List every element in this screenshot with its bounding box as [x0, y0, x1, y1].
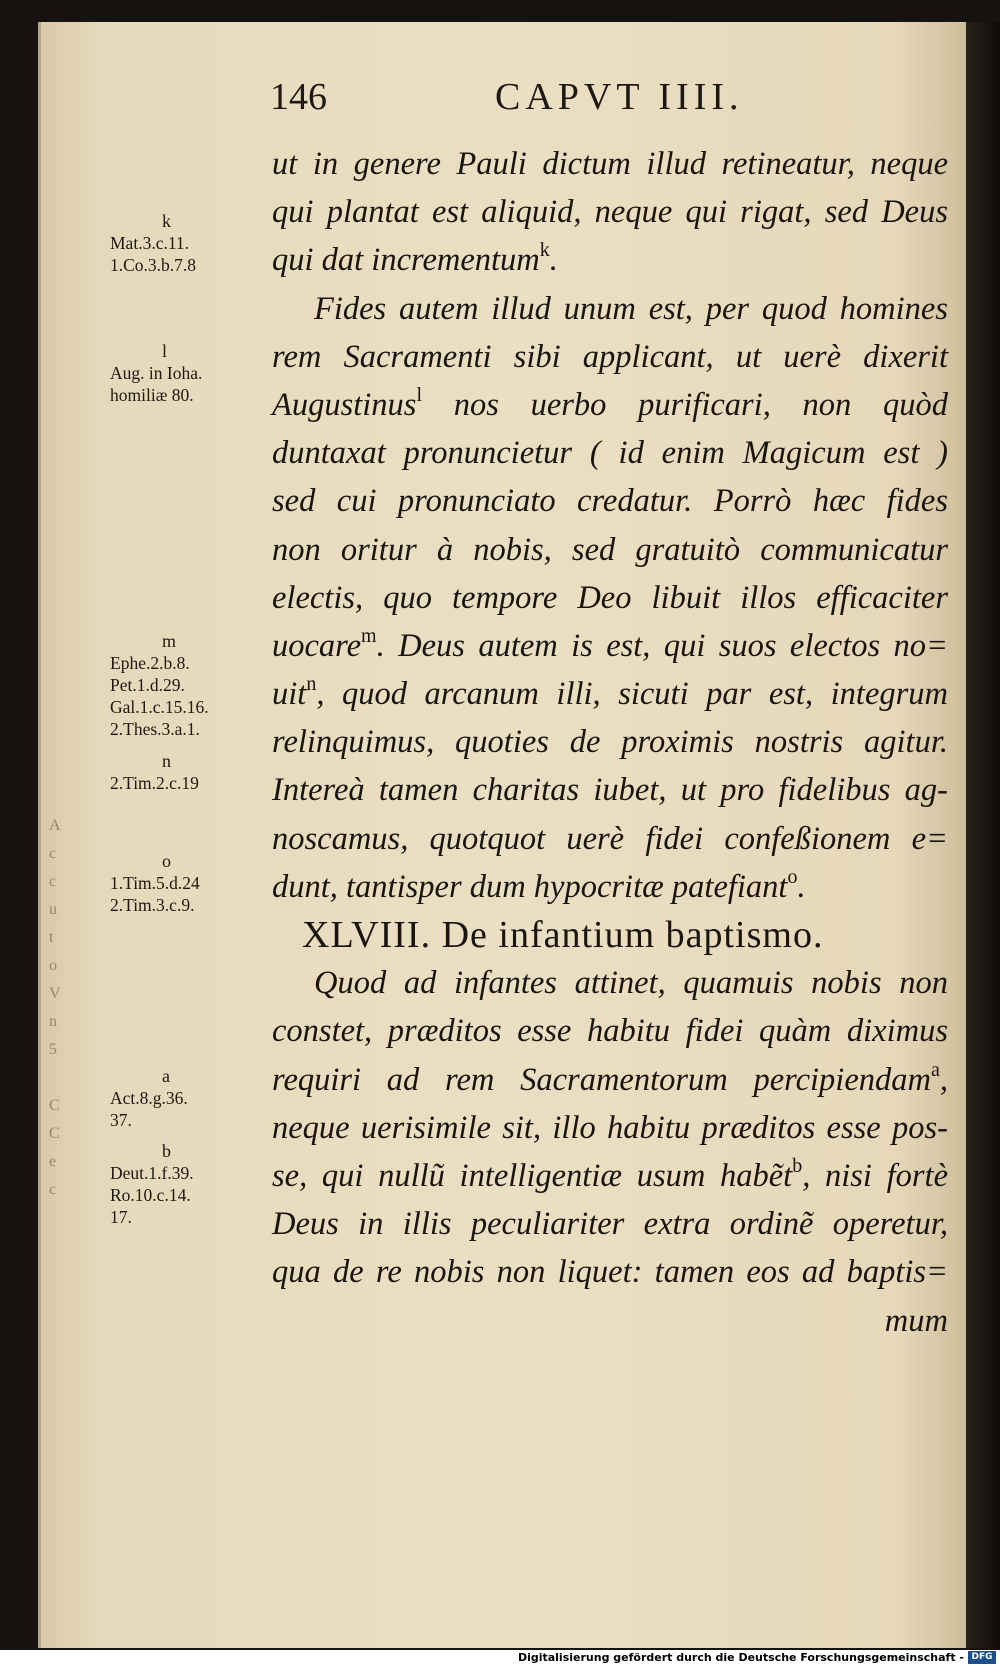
- text-line: [272, 429, 948, 477]
- text-line: [272, 766, 948, 814]
- margin-note-citation: Aug. in Ioha.: [110, 363, 203, 383]
- text-line: [272, 1200, 948, 1248]
- page-edge-shadow: [966, 22, 1000, 1648]
- margin-note: [110, 340, 202, 406]
- note-reference: o: [787, 865, 798, 888]
- margin-note-citation: Act.8.g.36.: [110, 1088, 188, 1108]
- text-line-content: relinquimus, quoties de proximis nostris agitur.: [272, 724, 948, 761]
- text-line: [272, 863, 948, 911]
- text-line: [272, 1248, 948, 1296]
- margin-note: [110, 630, 209, 740]
- text-line-continuation: . Deus autem is est, qui suos electos no=: [376, 627, 948, 664]
- text-line-content: requiri ad rem Sacramentorum percipiendam: [272, 1061, 931, 1098]
- text-line: [272, 670, 948, 718]
- text-line: [272, 622, 948, 670]
- margin-note-key: a: [162, 1066, 170, 1086]
- footer-bar: [0, 1650, 1000, 1666]
- text-line-content: qua de re nobis non liquet: tamen eos ad baptis=: [272, 1254, 948, 1291]
- margin-note-citation: Deut.1.f.39.: [110, 1163, 194, 1183]
- note-reference: b: [792, 1154, 803, 1177]
- text-line: [272, 1297, 948, 1345]
- margin-note-citation: 1.Tim.5.d.24: [110, 873, 200, 893]
- text-line: [272, 477, 948, 525]
- margin-note-key: b: [162, 1141, 171, 1161]
- note-reference: n: [306, 673, 317, 696]
- text-line-content: Fides autem illud unum est, per quod homines: [314, 290, 948, 327]
- margin-note: [110, 850, 200, 916]
- text-line-content: qui plantat est aliquid, neque qui rigat, sed Deus: [272, 194, 948, 231]
- text-line-content: constet, præditos esse habitu fidei quàm diximus: [272, 1013, 948, 1050]
- body-text: [272, 140, 948, 1345]
- text-line-content: noscamus, quotquot uerè fidei confeßionem e=: [272, 820, 948, 857]
- text-line-content: se, qui nullũ intelligentiæ usum habẽt: [272, 1157, 793, 1194]
- text-line-content: Deus in illis peculiariter extra ordinẽ operetur,: [272, 1206, 948, 1243]
- text-line: [272, 574, 948, 622]
- text-line-content: duntaxat pronuncietur ( id enim Magicum est ): [272, 435, 948, 472]
- text-line: [272, 236, 948, 284]
- margin-note-citation: Ro.10.c.14.: [110, 1185, 191, 1205]
- note-reference: k: [539, 239, 550, 262]
- margin-note-citation: 1.Co.3.b.7.8: [110, 255, 197, 275]
- text-line-content: ut in genere Pauli dictum illud retineatur, neque: [272, 146, 948, 182]
- margin-note: [110, 750, 199, 794]
- note-reference: m: [361, 624, 377, 647]
- margin-note-key: n: [162, 751, 171, 771]
- running-head: CAPVT IIII.: [495, 76, 744, 118]
- margin-note-key: o: [162, 851, 171, 871]
- text-line: [272, 815, 948, 863]
- text-line: [272, 140, 948, 188]
- page-number: 146: [270, 76, 327, 118]
- note-reference: l: [416, 383, 423, 406]
- margin-note-citation: Pet.1.d.29.: [110, 675, 185, 695]
- text-line-continuation: , nisi fortè: [802, 1157, 949, 1194]
- text-line: [272, 959, 948, 1007]
- margin-note-citation: 17.: [110, 1207, 132, 1227]
- note-reference: a: [930, 1058, 940, 1081]
- text-line-continuation: nos uerbo purificari, non quòd: [422, 386, 948, 423]
- text-line-content: neque uerisimile sit, illo habitu præditos esse pos-: [272, 1109, 948, 1146]
- margin-note-key: k: [162, 211, 171, 231]
- text-line: [272, 285, 948, 333]
- text-line-content: non oritur à nobis, sed gratuitò communicatur: [272, 531, 948, 568]
- margin-note-citation: Gal.1.c.15.16.: [110, 697, 209, 717]
- text-line-content: uit: [272, 676, 307, 713]
- text-line-content: Intereà tamen charitas iubet, ut pro fidelibus ag-: [272, 772, 948, 809]
- margin-note-citation: Mat.3.c.11.: [110, 233, 190, 253]
- text-line: [272, 1007, 948, 1055]
- text-line-content: sed cui pronunciato credatur. Porrò hæc fides: [272, 483, 948, 520]
- text-line-content: qui dat incrementum: [272, 242, 540, 279]
- text-line-continuation: .: [549, 242, 558, 279]
- text-line: [272, 526, 948, 574]
- text-line-content: electis, quo tempore Deo libuit illos efficaciter: [272, 579, 948, 616]
- text-line-continuation: , quod arcanum illi, sicuti par est, integrum: [316, 676, 948, 713]
- text-line-content: Quod ad infantes attinet, quamuis nobis non: [314, 965, 948, 1002]
- text-line-content: XLVIII. De infantium baptismo.: [302, 914, 824, 956]
- margin-note-key: m: [162, 631, 177, 651]
- margin-note: [110, 210, 196, 276]
- text-line: [272, 1152, 948, 1200]
- margin-note-citation: homiliæ 80.: [110, 385, 194, 405]
- text-line: [272, 381, 948, 429]
- text-line: [272, 188, 948, 236]
- margin-note-key: l: [162, 341, 168, 361]
- text-line: [272, 1056, 948, 1104]
- section-heading: [272, 911, 948, 959]
- margin-note-citation: 2.Thes.3.a.1.: [110, 719, 200, 739]
- text-line: [272, 1104, 948, 1152]
- margin-note: [110, 1140, 194, 1228]
- footer-credit: Digitalisierung gefördert durch die Deutsche Forschungsgemeinschaft -: [517, 1651, 964, 1664]
- bleed-through-marks: A c c u t o V n 5 C C e c: [49, 817, 61, 1198]
- dfg-logo: DFG: [968, 1651, 996, 1664]
- text-line: [272, 718, 948, 766]
- text-line-content: mum: [884, 1302, 948, 1339]
- page-header: [270, 75, 790, 125]
- text-line-content: rem Sacramenti sibi applicant, ut uerè dixerit: [272, 338, 948, 375]
- margin-note-citation: 37.: [110, 1110, 132, 1130]
- text-line: [272, 333, 948, 381]
- margin-note: [110, 1065, 188, 1131]
- text-line-content: Augustinus: [272, 386, 417, 423]
- margin-note-citation: Ephe.2.b.8.: [110, 653, 190, 673]
- text-line-content: uocare: [272, 627, 362, 664]
- text-line-continuation: .: [797, 868, 806, 905]
- text-line-content: dunt, tantisper dum hypocritæ patefiant: [272, 868, 788, 905]
- text-line-continuation: ,: [939, 1061, 948, 1098]
- margin-note-citation: 2.Tim.2.c.19: [110, 773, 199, 793]
- margin-note-citation: 2.Tim.3.c.9.: [110, 895, 195, 915]
